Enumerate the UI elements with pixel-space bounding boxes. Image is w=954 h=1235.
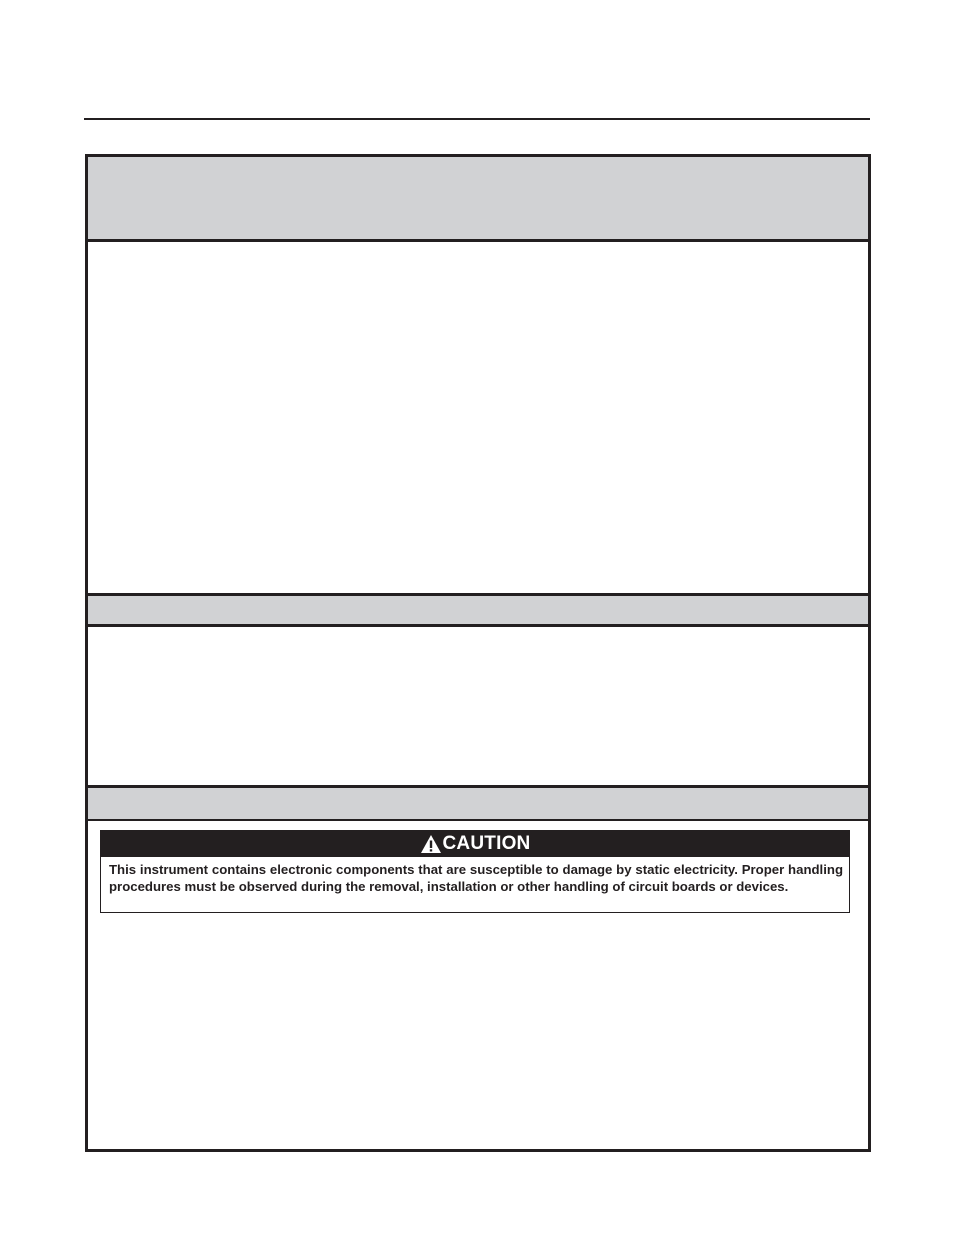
content-frame	[85, 154, 871, 1152]
caution-title: CAUTION	[442, 833, 531, 854]
warning-triangle-icon	[420, 834, 442, 854]
section-header-band-2	[88, 593, 868, 627]
caution-header	[101, 831, 849, 857]
section-header-band-3	[88, 785, 868, 821]
header-rule	[84, 118, 870, 120]
caution-text: This instrument contains electronic components that are susceptible to damage by static electricity. Proper handling procedures must be observed during the removal, installation or other handling of circuit boards or devices.	[109, 862, 843, 894]
caution-notice	[100, 830, 850, 913]
section-header-band-1	[88, 157, 868, 242]
